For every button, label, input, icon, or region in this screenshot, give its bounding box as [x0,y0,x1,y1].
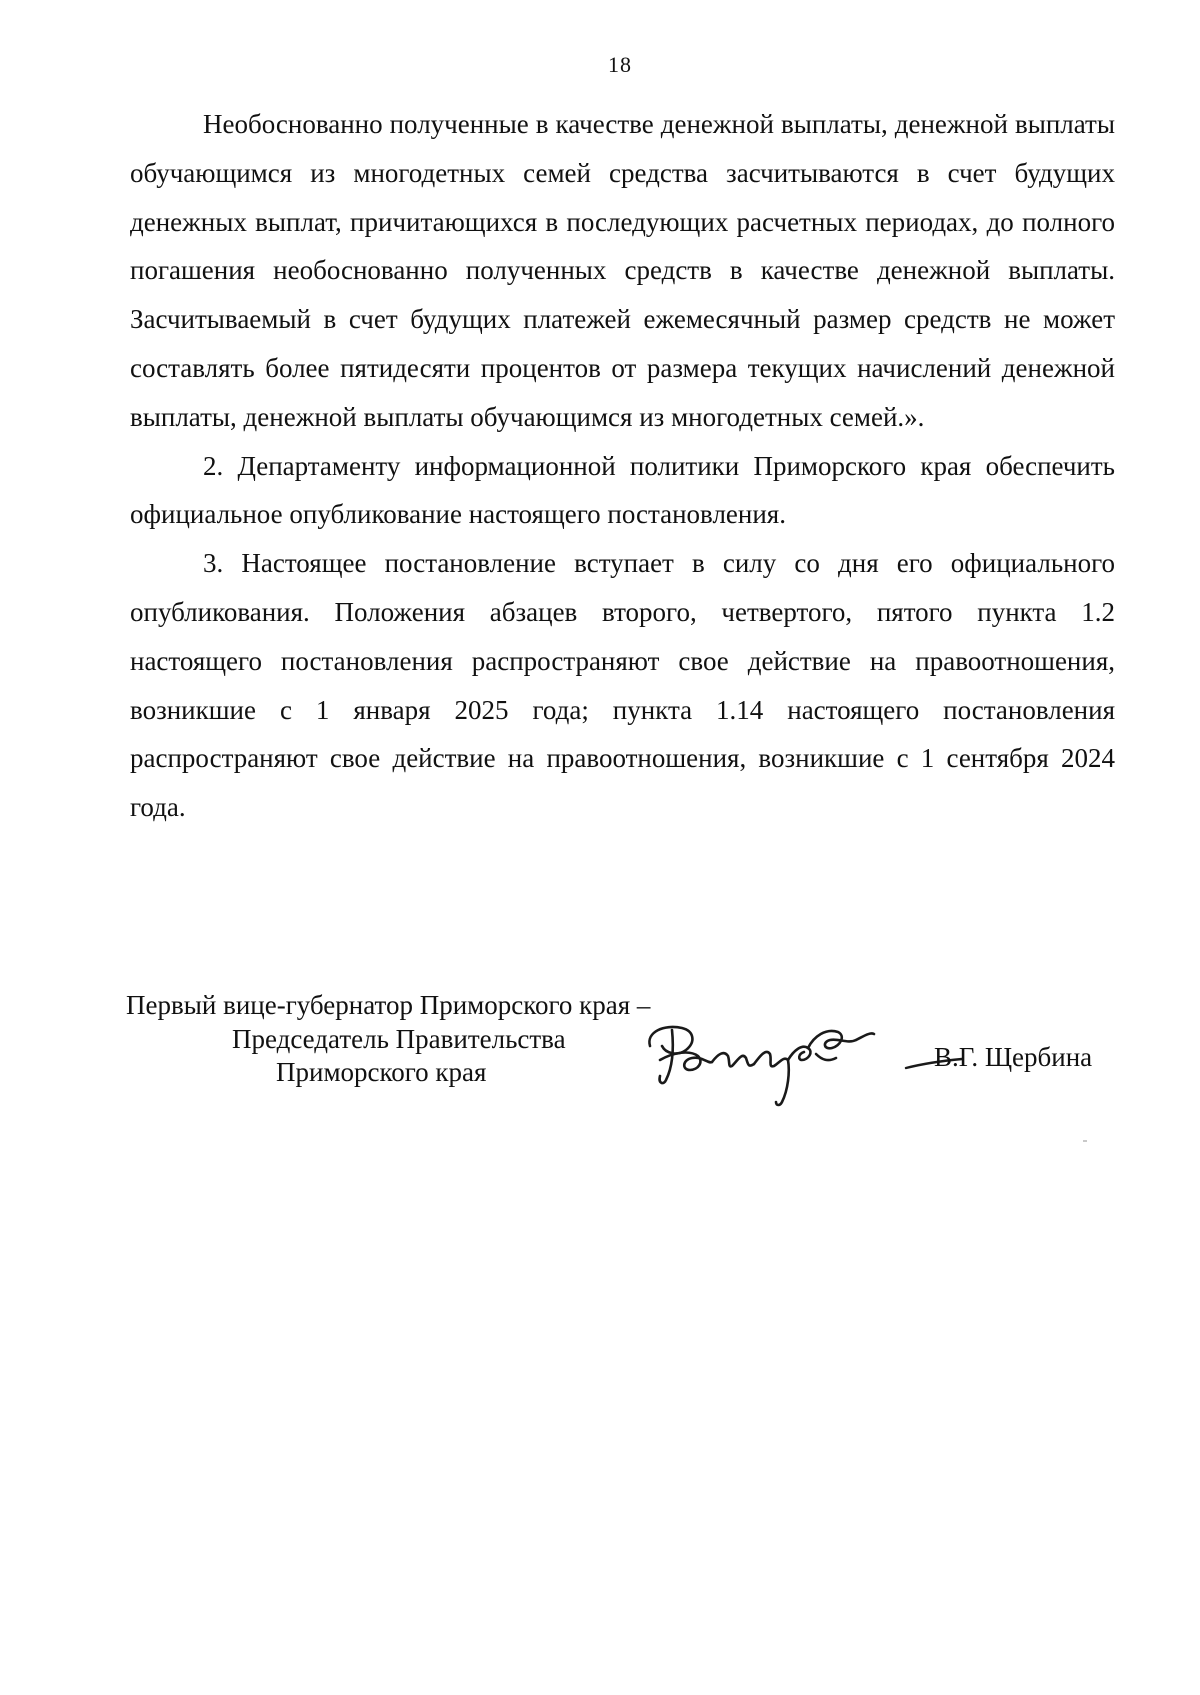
paragraph-continuation: Необоснованно полученные в качестве денежной выплаты, денежной выплаты обучающимся из многодетных семей средства засчитываются в счет будущих денежных выплат, причитающихся в последующих расчетных периодах, до полного погашения необоснованно полученных средств в качестве денежной выплаты. Засчитываемый в счет будущих платежей ежемесячный размер средств не может составлять более пятидесяти процентов от размера текущих начислений денежной выплаты, денежной выплаты обучающимся из многодетных семей.». [130,109,1115,432]
handwritten-signature-icon [642,1010,922,1120]
scan-artifact [1083,1140,1087,1142]
paragraph-item-3: 3. Настоящее постановление вступает в силу со дня его официального опубликования. Положения абзацев второго, четвертого, пятого пункта 1.2 настоящего постановления распространяют свое действие на правоотношения, возникшие с 1 января 2025 года; пункта 1.14 настоящего постановления распространяют свое действие на правоотношения, возникшие с 1 сентября 2024 года. [130,548,1115,823]
page-number: 18 [608,52,632,77]
signature-block [126,990,1116,1120]
signatory-title-line-1: Первый вице-губернатор Приморского края – [126,990,651,1020]
paragraph-item-2: 2. Департаменту информационной политики Приморского края обеспечить официальное опубликование настоящего постановления. [130,450,1115,530]
signatory-name: В.Г. Щербина [934,1042,1093,1072]
signatory-title-line-2: Председатель Правительства [232,1024,566,1054]
document-body [130,100,1115,832]
signatory-title-line-3: Приморского края [276,1057,487,1087]
